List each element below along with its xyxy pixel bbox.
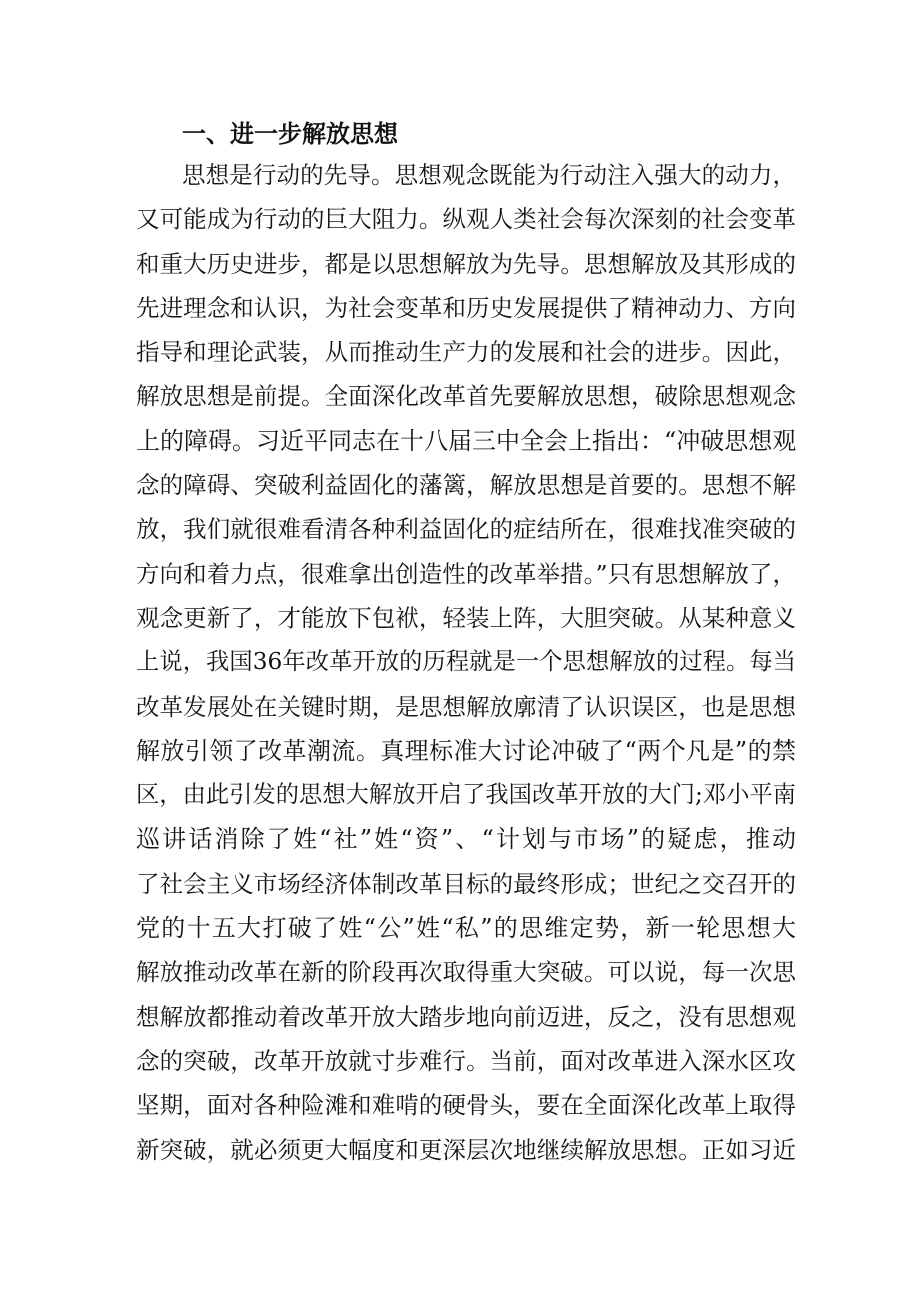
paragraph-line: 思想是行动的先导。思想观念既能为行动注入强大的动力， xyxy=(182,161,796,189)
paragraph-line: 和重大历史进步，都是以思想解放为先导。思想解放及其形成的 xyxy=(136,249,796,278)
paragraph-line: 解放思想是前提。全面深化改革首先要解放思想，破除思想观念 xyxy=(136,382,796,411)
paragraph-line: 上的障碍。习近平同志在十八届三中全会上指出：“冲破思想观 xyxy=(136,426,797,455)
paragraph-line: 新突破，就必须更大幅度和更深层次地继续解放思想。正如习近 xyxy=(136,1135,796,1164)
paragraph-line: 先进理念和认识，为社会变革和历史发展提供了精神动力、方向 xyxy=(136,293,796,322)
paragraph-line: 党的十五大打破了姓“公”姓“私”的思维定势，新一轮思想大 xyxy=(136,914,796,943)
paragraph-line: 解放引领了改革潮流。真理标准大讨论冲破了“两个凡是”的禁 xyxy=(136,736,796,765)
paragraph-line: 坚期，面对各种险滩和难啃的硬骨头，要在全面深化改革上取得 xyxy=(136,1091,796,1120)
paragraph-line: 上说，我国36年改革开放的历程就是一个思想解放的过程。每当 xyxy=(136,648,796,676)
paragraph-line: 又可能成为行动的巨大阻力。纵观人类社会每次深刻的社会变革 xyxy=(136,205,796,234)
paragraph-line: 念的障碍、突破利益固化的藩篱，解放思想是首要的。思想不解 xyxy=(136,471,796,500)
paragraph-line: 巡讲话消除了姓“社”姓“资”、“计划与市场”的疑虑，推动 xyxy=(136,825,796,854)
paragraph-line: 了社会主义市场经济体制改革目标的最终形成；世纪之交召开的 xyxy=(136,869,796,898)
paragraph-line: 观念更新了，才能放下包袱，轻装上阵，大胆突破。从某种意义 xyxy=(136,603,796,632)
section-heading: 一、进一步解放思想 xyxy=(182,120,398,148)
paragraph-line: 想解放都推动着改革开放大踏步地向前迈进，反之，没有思想观 xyxy=(136,1002,796,1031)
paragraph-line: 解放推动改革在新的阶段再次取得重大突破。可以说，每一次思 xyxy=(136,958,796,987)
paragraph-line: 改革发展处在关键时期，是思想解放廓清了认识误区，也是思想 xyxy=(136,692,796,721)
paragraph-line: 念的突破，改革开放就寸步难行。当前，面对改革进入深水区攻 xyxy=(136,1046,796,1075)
paragraph-line: 放，我们就很难看清各种利益固化的症结所在，很难找准突破的 xyxy=(136,515,796,544)
body-paragraph xyxy=(136,153,796,1172)
paragraph-line: 区，由此引发的思想大解放开启了我国改革开放的大门;邓小平南 xyxy=(136,781,796,809)
paragraph-line: 方向和着力点，很难拿出创造性的改革举措。”只有思想解放了， xyxy=(136,559,796,588)
paragraph-line: 指导和理论武装，从而推动生产力的发展和社会的进步。因此， xyxy=(136,338,796,367)
